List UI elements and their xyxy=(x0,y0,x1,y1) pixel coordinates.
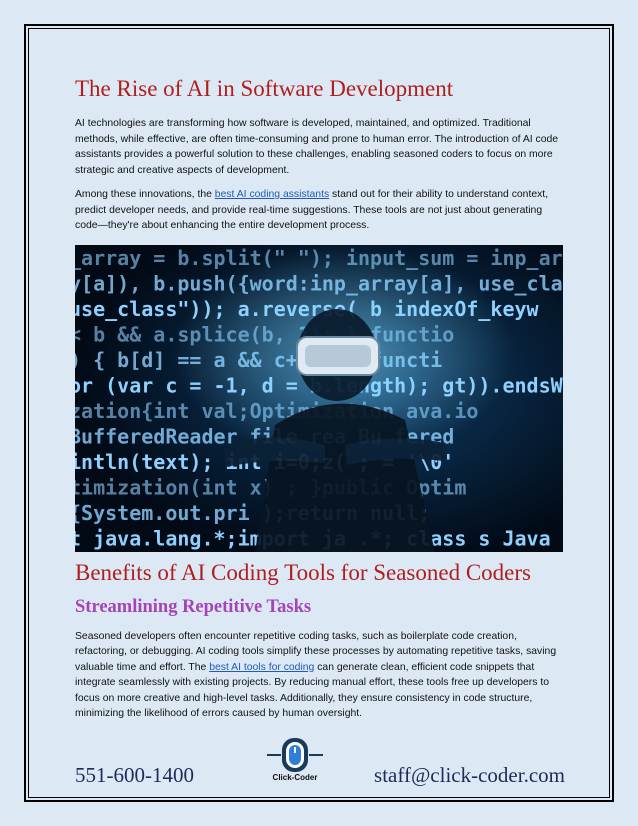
intro-paragraph: AI technologies are transforming how software is developed, maintained, and optimized. Traditional methods, while effective, are often time-consuming and prone to human error. The introduction of AI code assistants provides a powerful solution to these challenges, enabling seasoned coders to focus on more strategic and creative aspects of development. xyxy=(75,118,559,176)
best-ai-tools-for-coding-link[interactable]: best AI tools for coding xyxy=(209,661,315,673)
section-heading-rise-of-ai: The Rise of AI in Software Development xyxy=(75,76,454,101)
repetitive-tasks-paragraph xyxy=(75,629,565,722)
mouse-logo-icon xyxy=(265,735,325,775)
subheading-streamlining: Streamlining Repetitive Tasks xyxy=(75,596,312,617)
contact-footer xyxy=(75,735,565,795)
click-coder-logo xyxy=(265,735,325,785)
section-heading-benefits: Benefits of AI Coding Tools for Seasoned Coders xyxy=(75,559,532,585)
email-address[interactable]: staff@click-coder.com xyxy=(374,763,565,787)
best-ai-coding-assistants-link[interactable]: best AI coding assistants xyxy=(214,189,330,200)
document-body xyxy=(75,70,565,722)
innovations-paragraph xyxy=(75,187,565,234)
innovations-text-before: Among these innovations, the xyxy=(75,189,215,200)
hero-image-coder-vr xyxy=(75,245,563,552)
vr-headset-icon xyxy=(297,337,379,375)
phone-number[interactable]: 551-600-1400 xyxy=(75,763,194,787)
logo-text: Click-Coder xyxy=(272,773,318,782)
hero-image-graphic xyxy=(75,245,563,552)
repetitive-text-after: can generate clean, efficient code snippets that integrate seamlessly with existing projects. By reducing manual effort, these tools free up developers to focus on more creative and high-level tasks. Additionally, they ensure consistency in code structure, minimizing the likelihood of errors caused by human oversight. xyxy=(75,661,549,719)
innovations-text-after: stand out for their ability to understand context, predict developer needs, and provide real-time suggestions. These tools are not just about generating code—they're about enhancing the entire development process. xyxy=(75,189,549,231)
repetitive-text-before: Seasoned developers often encounter repetitive coding tasks, such as boilerplate code creation, refactoring, or debugging. AI coding tools simplify these processes by automating repetitive tasks, saving valuable time and effort. The xyxy=(75,630,557,673)
